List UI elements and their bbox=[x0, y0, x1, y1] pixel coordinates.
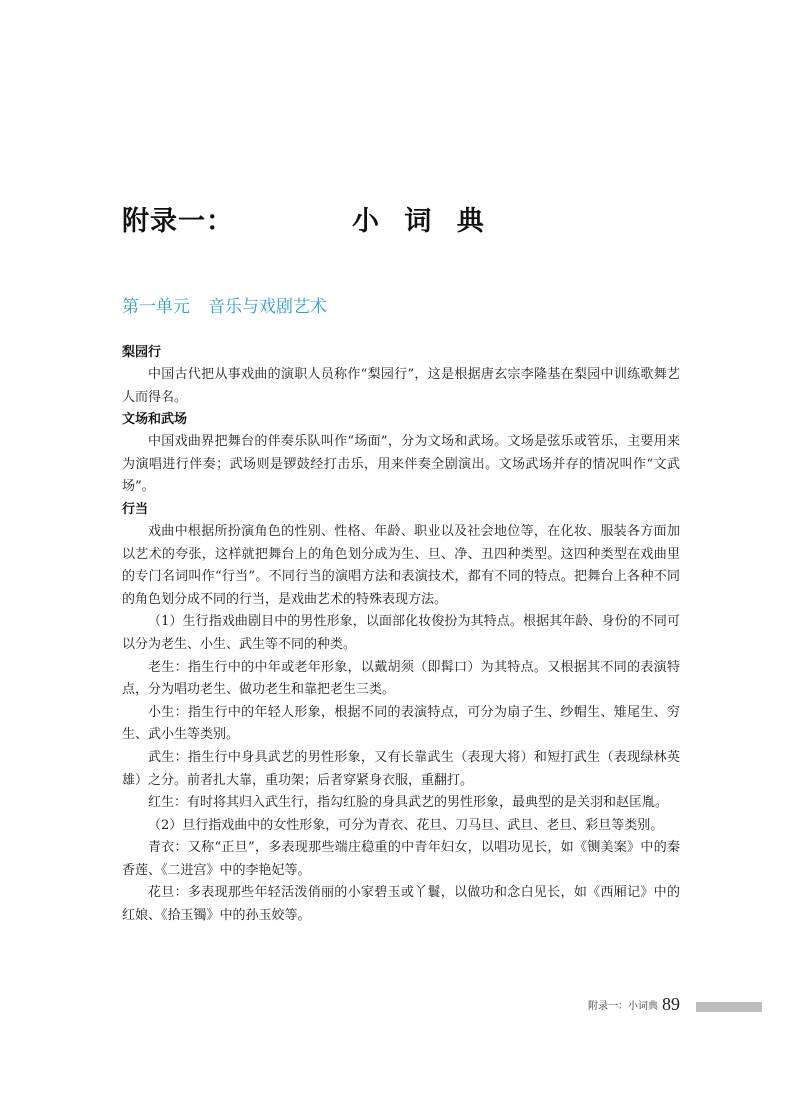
title-main: 小 词 典 bbox=[352, 206, 492, 237]
entry-paragraph: 中国戏曲界把舞台的伴奏乐队叫作“场面”，分为文场和武场。文场是弦乐或管乐，主要用来为演唱进行伴奏；武场则是锣鼓经打击乐，用来伴奏全剧演出。文场武场并存的情况叫作“文武场”。 bbox=[122, 434, 680, 495]
page-title bbox=[122, 200, 542, 244]
entry-paragraph: 花旦：多表现那些年轻活泼俏丽的小家碧玉或丫鬟，以做功和念白见长，如《西厢记》中的红娘、《拾玉镯》中的孙玉姣等。 bbox=[122, 885, 680, 924]
entry-term: 行当 bbox=[122, 501, 149, 517]
page-bar-decoration bbox=[696, 1002, 762, 1012]
entry-paragraph: 小生：指生行中的年轻人形象，根据不同的表演特点，可分为扇子生、纱帽生、雉尾生、穷生、武小生等类别。 bbox=[122, 704, 680, 743]
entry-paragraph: （2）旦行指戏曲中的女性形象，可分为青衣、花旦、刀马旦、武旦、老旦、彩旦等类别。 bbox=[148, 817, 664, 833]
entry-hangdang bbox=[122, 499, 680, 928]
entry-liyuanhang bbox=[122, 342, 680, 409]
entry-paragraph: 青衣：又称“正旦”，多表现那些端庄稳重的中青年妇女，以唱功见长，如《铡美案》中的秦香莲、《二进宫》中的李艳妃等。 bbox=[122, 840, 680, 878]
entry-paragraph: （1）生行指戏曲剧目中的男性形象，以面部化妆俊扮为其特点。根据其年龄、身份的不同可以分为老生、小生、武生等不同的种类。 bbox=[122, 614, 680, 652]
entry-paragraph: 老生：指生行中的中年或老年形象，以戴胡须（即髯口）为其特点。又根据其不同的表演特点，分为唱功老生、做功老生和靠把老生三类。 bbox=[122, 659, 680, 698]
section-heading bbox=[122, 294, 327, 320]
entry-term: 梨园行 bbox=[122, 345, 162, 360]
entry-term: 文场和武场 bbox=[122, 412, 188, 428]
entry-wenchang-wuchang bbox=[122, 409, 680, 499]
entry-paragraph: 中国古代把从事戏曲的演职人员称作“梨园行”，这是根据唐玄宗李隆基在梨园中训练歌舞艺人而得名。 bbox=[122, 367, 680, 405]
section-name: 音乐与戏剧艺术 bbox=[208, 297, 327, 317]
dictionary-content bbox=[122, 342, 680, 928]
page-number: 89 bbox=[662, 994, 680, 1014]
title-prefix: 附录一： bbox=[122, 206, 234, 237]
entry-paragraph: 戏曲中根据所扮演角色的性别、性格、年龄、职业以及社会地位等，在化妆、服装各方面加以艺术的夸张，这样就把舞台上的角色划分成为生、旦、净、丑四种类型。这四种类型在戏曲里的专门名词叫作“行当”。不同行当的演唱方法和表演技术，都有不同的特点。把舞台上各种不同的角色划分成不同的行当，是戏曲艺术的特殊表现方法。 bbox=[122, 523, 680, 607]
footer-label: 附录一：小词典 bbox=[588, 1001, 658, 1012]
entry-paragraph: 武生：指生行中身具武艺的男性形象，又有长靠武生（表现大将）和短打武生（表现绿林英雄）之分。前者扎大靠，重功架；后者穿紧身衣服，重翻打。 bbox=[122, 749, 680, 788]
section-number: 第一单元 bbox=[122, 297, 190, 317]
entry-paragraph: 红生：有时将其归入武生行，指勾红脸的身具武艺的男性形象，最典型的是关羽和赵匡胤。 bbox=[148, 795, 669, 811]
